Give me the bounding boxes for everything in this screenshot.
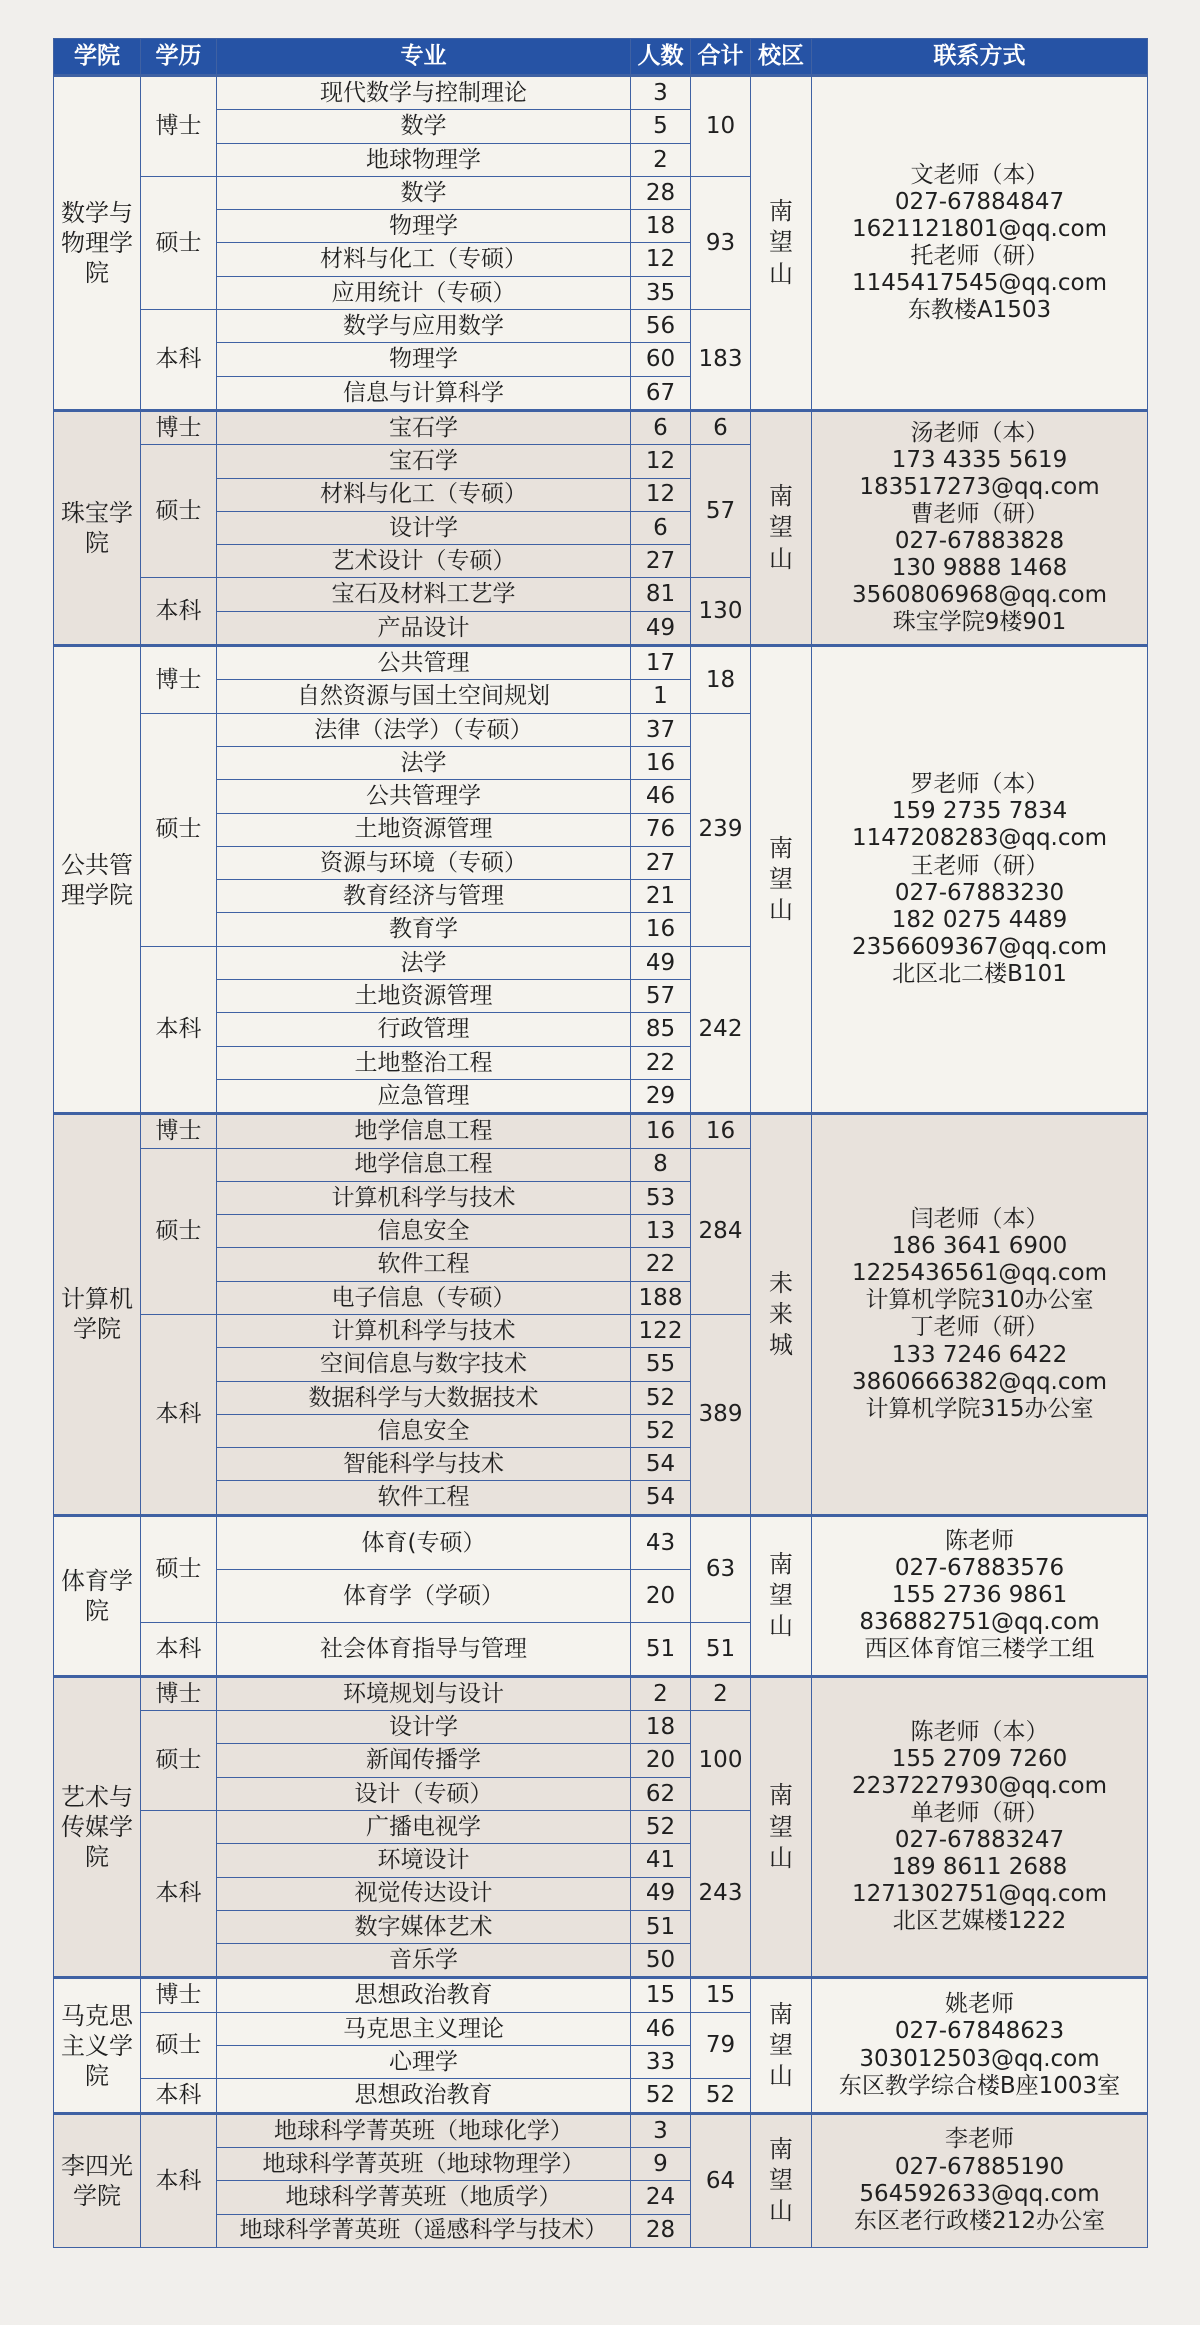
major-cell: 土地资源管理 [217,813,631,846]
count-cell: 43 [631,1515,691,1569]
contact-line: 曹老师（研） [910,500,1049,527]
total-cell: 93 [691,176,751,309]
contact-line: 罗老师（本） [910,771,1049,798]
college-name: 计算机学院 [60,1285,133,1344]
count-cell: 21 [631,880,691,913]
contact-line: 2237227930@qq.com [852,1772,1107,1799]
total-cell: 243 [691,1810,751,1977]
college-name-cell [54,1676,141,1978]
major-cell: 电子信息（专硕） [217,1281,631,1314]
count-cell: 3 [631,2113,691,2147]
campus-cell [751,2113,812,2247]
degree-cell: 博士 [141,410,217,444]
campus-name: 南望山 [768,2134,793,2226]
contact-line: 133 7246 6422 [891,1341,1068,1368]
contact-line: 027-67883247 [894,1827,1065,1854]
major-cell: 心理学 [217,2046,631,2079]
contact-line: 1621121801@qq.com [852,215,1107,242]
campus-cell [751,1676,812,1978]
total-cell: 18 [691,646,751,714]
major-cell: 艺术设计（专硕） [217,545,631,578]
count-cell: 16 [631,746,691,779]
degree-cell: 本科 [141,578,217,646]
count-cell: 13 [631,1215,691,1248]
count-cell: 41 [631,1844,691,1877]
count-cell: 122 [631,1314,691,1347]
count-cell: 53 [631,1181,691,1214]
count-cell: 46 [631,780,691,813]
major-cell: 软件工程 [217,1481,631,1515]
college-name-cell [54,1114,141,1516]
major-cell: 数字媒体艺术 [217,1910,631,1943]
contact-line: 北区艺媒楼1222 [892,1908,1067,1935]
contact-cell [812,410,1148,645]
college-name-cell [54,646,141,1114]
total-cell: 6 [691,410,751,444]
total-cell: 239 [691,713,751,946]
major-cell: 地学信息工程 [217,1148,631,1181]
major-cell: 数据科学与大数据技术 [217,1381,631,1414]
count-cell: 51 [631,1622,691,1676]
campus-name: 未来城 [768,1268,793,1360]
campus-name: 南望山 [768,482,793,573]
contact-line: 189 8611 2688 [891,1854,1068,1881]
campus-name: 南望山 [768,1549,793,1641]
count-cell: 57 [631,980,691,1013]
count-cell: 52 [631,2079,691,2113]
degree-cell: 本科 [141,2079,217,2113]
contact-line: 303012503@qq.com [859,2045,1100,2072]
major-cell: 信息与计算科学 [217,376,631,410]
degree-cell: 博士 [141,1114,217,1148]
campus-cell [751,1114,812,1516]
contact-line: 186 3641 6900 [891,1233,1068,1260]
contact-line: 西区体育馆三楼学工组 [864,1636,1095,1663]
college-name: 体育学院 [60,1566,133,1625]
count-cell: 52 [631,1414,691,1447]
contact-line: 珠宝学院9楼901 [892,609,1067,636]
major-cell: 物理学 [217,343,631,376]
count-cell: 12 [631,243,691,276]
count-cell: 188 [631,1281,691,1314]
total-cell: 79 [691,2012,751,2079]
contact-line: 托老师（研） [910,242,1049,269]
college-group [54,76,1148,411]
major-cell: 视觉传达设计 [217,1877,631,1910]
college-group [54,1515,1148,1676]
enrollment-table-container [53,38,1147,2248]
count-cell: 60 [631,343,691,376]
major-cell: 应急管理 [217,1079,631,1113]
count-cell: 28 [631,176,691,209]
total-cell: 389 [691,1314,751,1515]
major-cell: 物理学 [217,210,631,243]
contact-line: 丁老师（研） [910,1314,1049,1341]
campus-cell [751,1515,812,1676]
count-cell: 46 [631,2012,691,2045]
contact-cell [812,1978,1148,2113]
count-cell: 20 [631,1744,691,1777]
count-cell: 5 [631,110,691,143]
degree-cell: 硕士 [141,1148,217,1314]
college-name: 珠宝学院 [60,499,133,557]
count-cell: 52 [631,1810,691,1843]
contact-line: 3560806968@qq.com [852,582,1107,609]
major-cell: 体育学（学硕） [217,1569,631,1622]
table-header [54,39,1148,76]
major-cell: 数学 [217,110,631,143]
table-row [54,76,1148,110]
college-name-cell [54,1515,141,1676]
major-cell: 体育(专硕） [217,1515,631,1569]
contact-cell [812,1676,1148,1978]
header-college: 学院 [54,39,141,76]
count-cell: 2 [631,1676,691,1710]
contact-line: 汤老师（本） [910,419,1049,446]
degree-cell: 博士 [141,646,217,714]
degree-cell: 本科 [141,1810,217,1977]
degree-cell: 硕士 [141,1711,217,1811]
major-cell: 宝石及材料工艺学 [217,578,631,611]
contact-line: 027-67884847 [894,188,1065,215]
major-cell: 应用统计（专硕） [217,276,631,309]
major-cell: 智能科学与技术 [217,1448,631,1481]
table-row [54,1676,1148,1710]
major-cell: 马克思主义理论 [217,2012,631,2045]
table-row [54,1515,1148,1569]
major-cell: 土地资源管理 [217,980,631,1013]
degree-cell: 硕士 [141,1515,217,1622]
major-cell: 公共管理学 [217,780,631,813]
major-cell: 数学 [217,176,631,209]
count-cell: 17 [631,646,691,680]
college-name-cell [54,410,141,645]
campus-cell [751,410,812,645]
count-cell: 54 [631,1481,691,1515]
major-cell: 教育学 [217,913,631,946]
count-cell: 49 [631,946,691,979]
major-cell: 新闻传播学 [217,1744,631,1777]
major-cell: 数学与应用数学 [217,310,631,343]
major-cell: 宝石学 [217,445,631,478]
degree-cell: 硕士 [141,445,217,578]
campus-name: 南望山 [768,197,793,288]
major-cell: 地球物理学 [217,143,631,176]
major-cell: 计算机科学与技术 [217,1314,631,1347]
header-degree: 学历 [141,39,217,76]
degree-cell: 硕士 [141,176,217,309]
contact-line: 155 2736 9861 [891,1582,1068,1609]
major-cell: 地学信息工程 [217,1114,631,1148]
major-cell: 公共管理 [217,646,631,680]
contact-cell [812,1114,1148,1516]
count-cell: 1 [631,680,691,713]
college-name-cell [54,76,141,411]
count-cell: 62 [631,1777,691,1810]
count-cell: 37 [631,713,691,746]
major-cell: 广播电视学 [217,1810,631,1843]
count-cell: 67 [631,376,691,410]
table-row [54,1114,1148,1148]
college-group [54,646,1148,1114]
major-cell: 思想政治教育 [217,1978,631,2012]
count-cell: 33 [631,2046,691,2079]
contact-line: 027-67883828 [894,528,1065,554]
contact-line: 李老师 [945,2126,1014,2153]
college-name: 艺术与传媒学院 [60,1783,133,1872]
degree-cell: 博士 [141,1676,217,1710]
campus-name: 南望山 [768,1781,793,1872]
college-name: 李四光学院 [60,2151,133,2210]
college-group [54,1676,1148,1978]
contact-line: 130 9888 1468 [891,555,1068,582]
contact-line: 159 2735 7834 [891,798,1068,825]
college-name-cell [54,2113,141,2247]
table-row [54,1978,1148,2012]
contact-line: 3860666382@qq.com [852,1368,1107,1395]
contact-line: 173 4335 5619 [891,446,1068,473]
count-cell: 16 [631,1114,691,1148]
major-cell: 材料与化工（专硕） [217,243,631,276]
count-cell: 22 [631,1046,691,1079]
count-cell: 28 [631,2214,691,2247]
contact-line: 836882751@qq.com [859,1609,1100,1636]
major-cell: 社会体育指导与管理 [217,1622,631,1676]
count-cell: 12 [631,478,691,511]
header-major: 专业 [217,39,631,76]
major-cell: 行政管理 [217,1013,631,1046]
major-cell: 现代数学与控制理论 [217,76,631,110]
table-row [54,2113,1148,2147]
major-cell: 法学 [217,946,631,979]
count-cell: 3 [631,76,691,110]
contact-line: 155 2709 7260 [891,1745,1068,1772]
college-name-cell [54,1978,141,2113]
count-cell: 22 [631,1248,691,1281]
total-cell: 51 [691,1622,751,1676]
contact-line: 陈老师（本） [910,1718,1049,1745]
total-cell: 57 [691,445,751,578]
total-cell: 52 [691,2079,751,2113]
count-cell: 76 [631,813,691,846]
major-cell: 土地整治工程 [217,1046,631,1079]
degree-cell: 本科 [141,1622,217,1676]
degree-cell: 本科 [141,310,217,411]
total-cell: 63 [691,1515,751,1622]
degree-cell: 本科 [141,2113,217,2247]
count-cell: 20 [631,1569,691,1622]
contact-cell [812,2113,1148,2247]
contact-line: 027-67885190 [894,2153,1065,2180]
campus-name: 南望山 [768,1999,793,2091]
contact-line: 计算机学院315办公室 [865,1395,1094,1422]
contact-cell [812,1515,1148,1676]
count-cell: 2 [631,143,691,176]
major-cell: 思想政治教育 [217,2079,631,2113]
major-cell: 设计学 [217,511,631,544]
major-cell: 信息安全 [217,1215,631,1248]
contact-line: 182 0275 4489 [891,906,1068,933]
campus-name: 南望山 [768,833,793,925]
major-cell: 法学 [217,746,631,779]
degree-cell: 本科 [141,1314,217,1515]
contact-line: 姚老师 [945,1991,1014,2018]
campus-cell [751,646,812,1114]
contact-cell [812,76,1148,411]
major-cell: 资源与环境（专硕） [217,846,631,879]
college-group [54,1978,1148,2113]
total-cell: 183 [691,310,751,411]
count-cell: 6 [631,410,691,444]
degree-cell: 硕士 [141,2012,217,2079]
degree-cell: 博士 [141,1978,217,2012]
college-name: 马克思主义学院 [60,2001,133,2090]
count-cell: 24 [631,2181,691,2214]
contact-line: 1145417545@qq.com [852,270,1107,297]
count-cell: 56 [631,310,691,343]
contact-line: 王老师（研） [910,852,1049,879]
count-cell: 52 [631,1381,691,1414]
count-cell: 8 [631,1148,691,1181]
degree-cell: 硕士 [141,713,217,946]
campus-cell [751,76,812,411]
count-cell: 27 [631,846,691,879]
enrollment-table [53,38,1148,2248]
contact-line: 东区老行政楼212办公室 [854,2207,1105,2234]
contact-line: 单老师（研） [910,1799,1049,1826]
contact-line: 文老师（本） [910,161,1049,188]
contact-line: 027-67848623 [894,2018,1065,2045]
contact-line: 1271302751@qq.com [852,1881,1107,1908]
count-cell: 50 [631,1944,691,1978]
major-cell: 地球科学菁英班（遥感科学与技术） [217,2214,631,2247]
count-cell: 12 [631,445,691,478]
major-cell: 地球科学菁英班（地球化学） [217,2113,631,2147]
header-row [54,39,1148,76]
count-cell: 51 [631,1910,691,1943]
contact-line: 183517273@qq.com [859,473,1100,500]
count-cell: 85 [631,1013,691,1046]
college-group [54,2113,1148,2247]
header-total: 合计 [691,39,751,76]
count-cell: 27 [631,545,691,578]
major-cell: 产品设计 [217,611,631,645]
contact-line: 1147208283@qq.com [852,825,1107,852]
campus-cell [751,1978,812,2113]
contact-line: 计算机学院310办公室 [865,1287,1094,1314]
college-group [54,410,1148,645]
contact-line: 东区教学综合楼B座1003室 [838,2072,1121,2099]
count-cell: 6 [631,511,691,544]
degree-cell: 本科 [141,946,217,1113]
count-cell: 15 [631,1978,691,2012]
contact-line: 027-67883576 [894,1555,1065,1582]
contact-line: 东教楼A1503 [907,297,1052,324]
count-cell: 49 [631,1877,691,1910]
major-cell: 教育经济与管理 [217,880,631,913]
total-cell: 15 [691,1978,751,2012]
contact-line: 564592633@qq.com [859,2180,1100,2207]
total-cell: 100 [691,1711,751,1811]
major-cell: 设计学 [217,1711,631,1744]
count-cell: 9 [631,2147,691,2180]
table-row [54,410,1148,444]
college-name: 公共管理学院 [60,850,133,909]
major-cell: 环境设计 [217,1844,631,1877]
contact-cell [812,646,1148,1114]
college-group [54,1114,1148,1516]
count-cell: 54 [631,1448,691,1481]
header-count: 人数 [631,39,691,76]
major-cell: 环境规划与设计 [217,1676,631,1710]
major-cell: 软件工程 [217,1248,631,1281]
contact-line: 2356609367@qq.com [852,933,1107,960]
major-cell: 宝石学 [217,410,631,444]
count-cell: 49 [631,611,691,645]
total-cell: 2 [691,1676,751,1710]
count-cell: 18 [631,1711,691,1744]
header-contact: 联系方式 [812,39,1148,76]
contact-line: 1225436561@qq.com [852,1260,1107,1287]
count-cell: 35 [631,276,691,309]
major-cell: 信息安全 [217,1414,631,1447]
contact-line: 闫老师（本） [910,1205,1049,1232]
college-name: 数学与物理学院 [60,198,133,287]
major-cell: 地球科学菁英班（地质学） [217,2181,631,2214]
header-campus: 校区 [751,39,812,76]
major-cell: 音乐学 [217,1944,631,1978]
total-cell: 130 [691,578,751,646]
total-cell: 10 [691,76,751,177]
contact-line: 027-67883230 [894,879,1065,906]
contact-line: 陈老师 [945,1527,1014,1554]
major-cell: 设计（专硕） [217,1777,631,1810]
major-cell: 计算机科学与技术 [217,1181,631,1214]
major-cell: 法律（法学）（专硕） [217,713,631,746]
count-cell: 16 [631,913,691,946]
total-cell: 64 [691,2113,751,2247]
total-cell: 16 [691,1114,751,1148]
total-cell: 242 [691,946,751,1113]
count-cell: 81 [631,578,691,611]
major-cell: 材料与化工（专硕） [217,478,631,511]
contact-line: 北区北二楼B101 [892,961,1067,987]
total-cell: 284 [691,1148,751,1314]
count-cell: 29 [631,1079,691,1113]
count-cell: 55 [631,1348,691,1381]
major-cell: 地球科学菁英班（地球物理学） [217,2147,631,2180]
table-row [54,646,1148,680]
degree-cell: 博士 [141,76,217,177]
major-cell: 自然资源与国土空间规划 [217,680,631,713]
count-cell: 18 [631,210,691,243]
major-cell: 空间信息与数字技术 [217,1348,631,1381]
